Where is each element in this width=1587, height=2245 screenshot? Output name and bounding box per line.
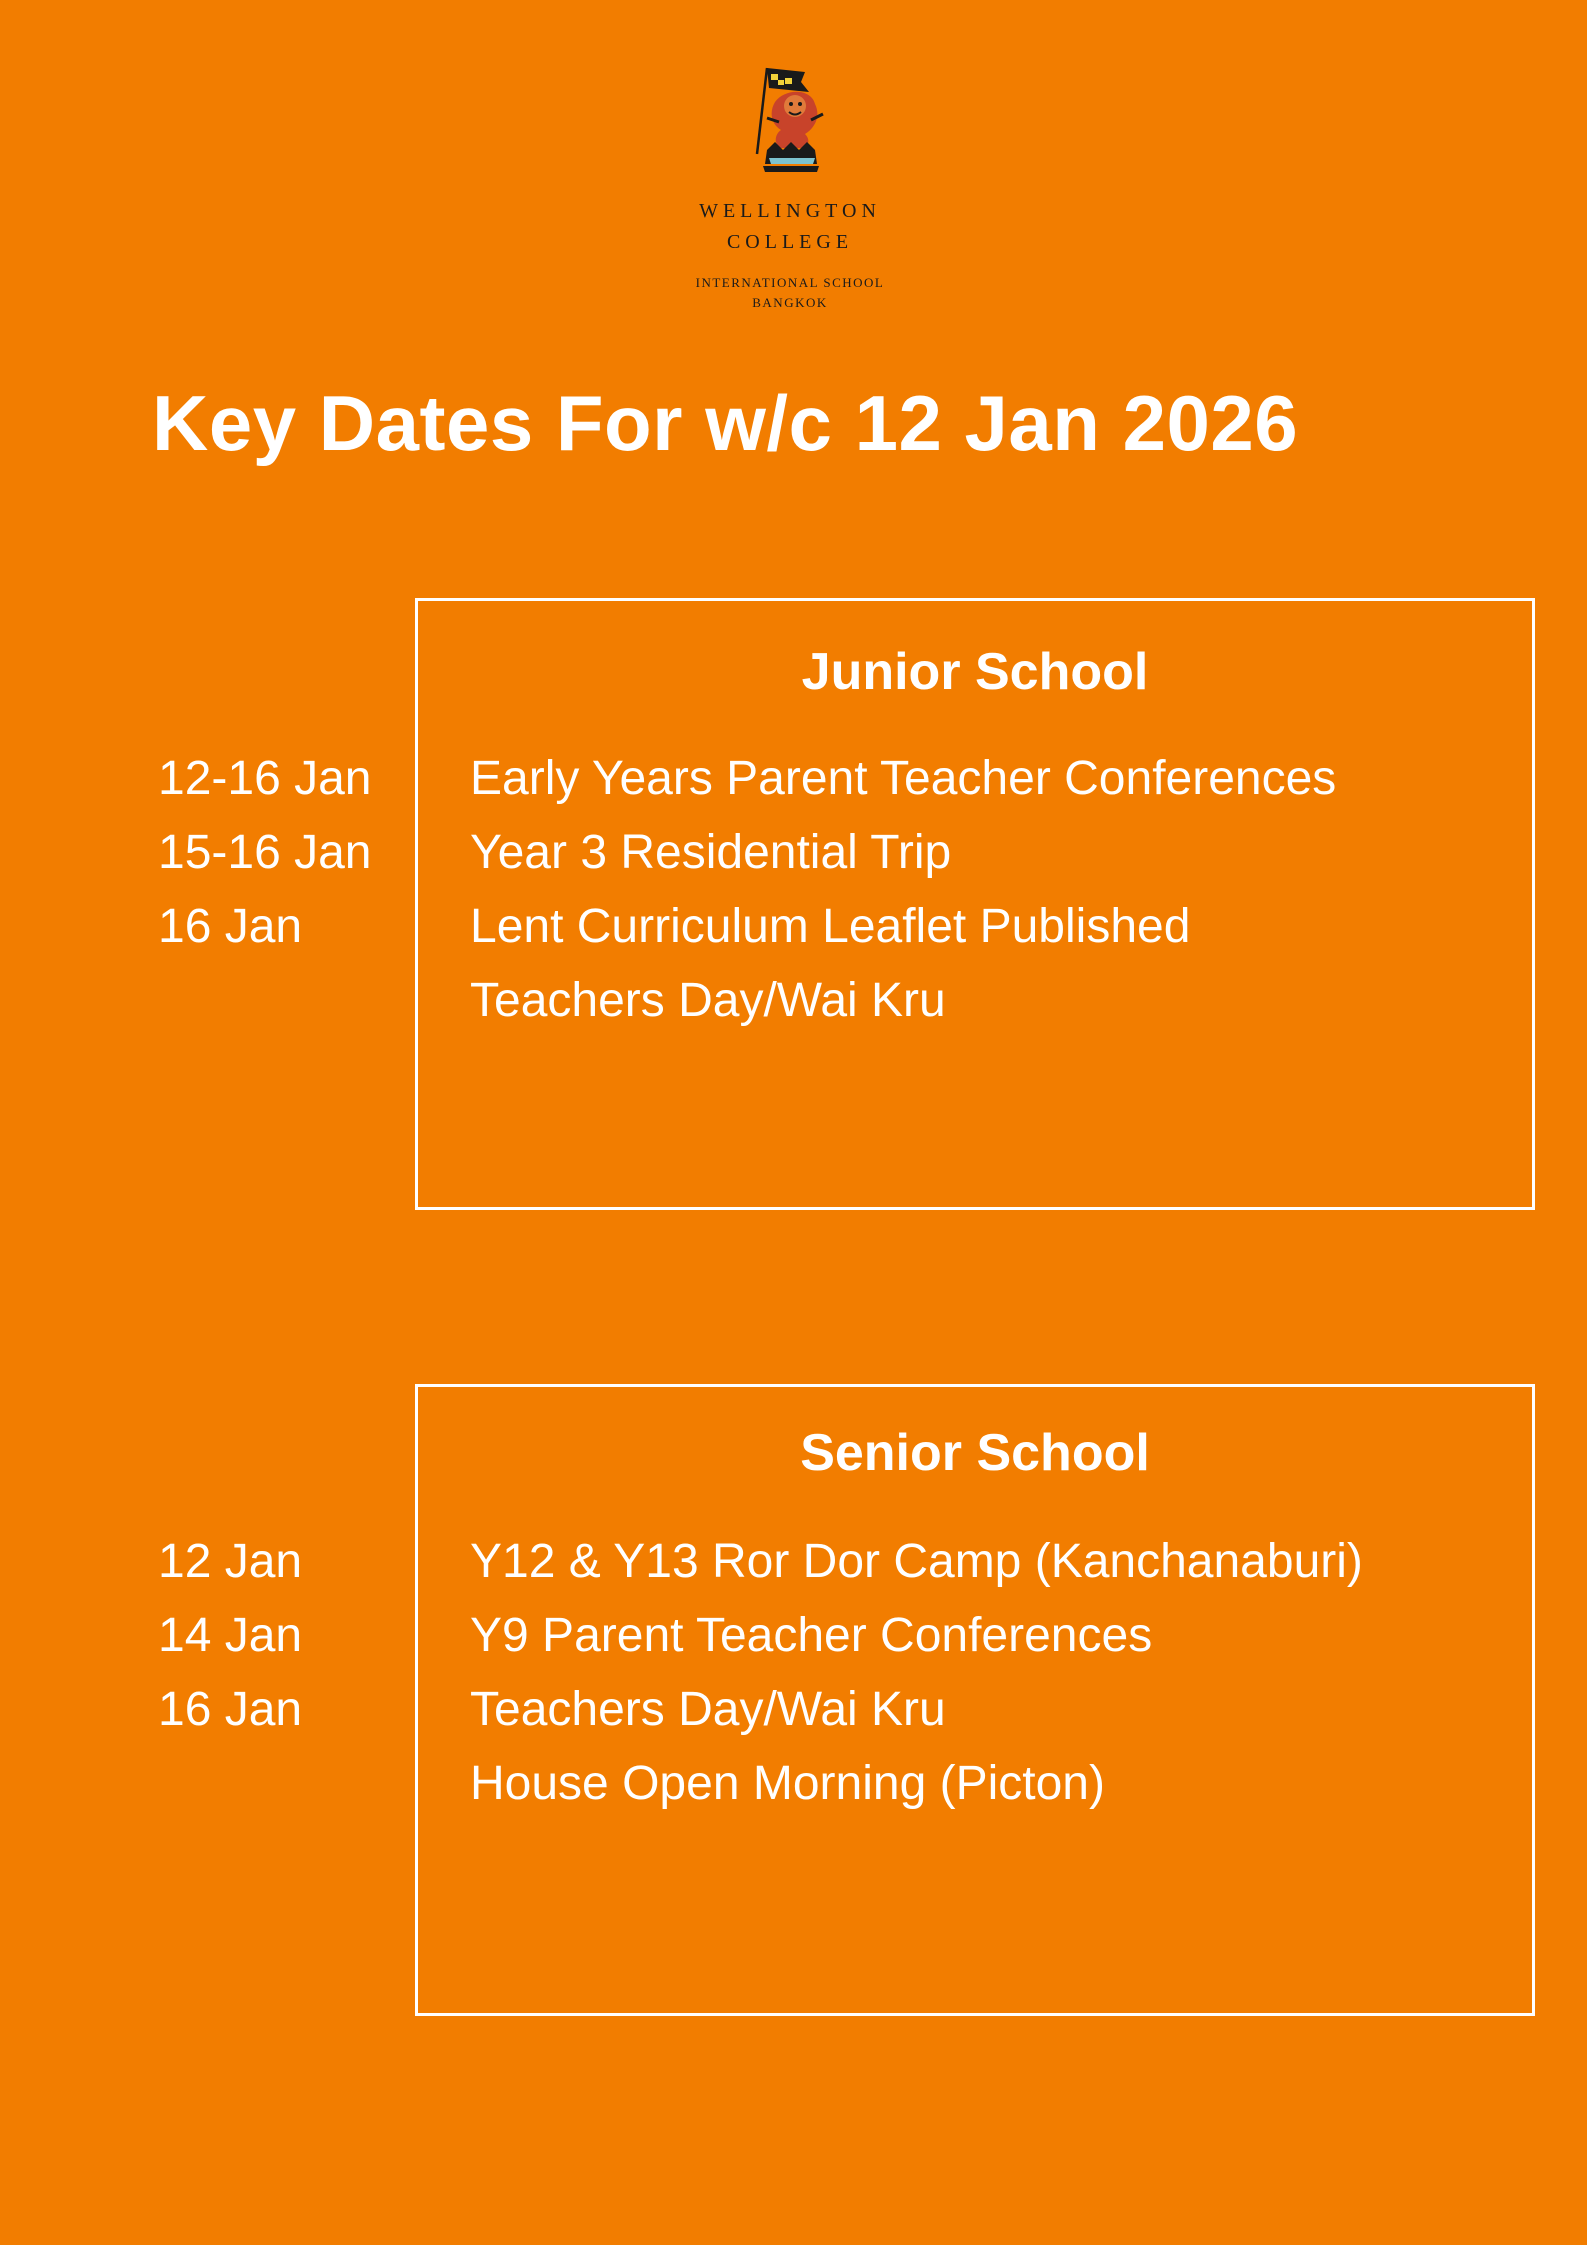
senior-date-3: 16 Jan xyxy=(158,1683,303,1736)
logo-sub-line1: INTERNATIONAL SCHOOL xyxy=(695,275,885,290)
junior-date-3: 16 Jan xyxy=(158,900,303,953)
senior-date-1: 12 Jan xyxy=(158,1535,303,1588)
logo-name-line1: WELLINGTON xyxy=(699,200,881,222)
senior-event-1: Y12 & Y13 Ror Dor Camp (Kanchanaburi) xyxy=(470,1535,1363,1588)
junior-date-2: 15-16 Jan xyxy=(158,826,372,879)
lion-crest-icon xyxy=(745,62,835,180)
junior-event-2: Year 3 Residential Trip xyxy=(470,826,952,879)
junior-school-heading: Junior School xyxy=(801,643,1149,701)
logo-name-line2: COLLEGE xyxy=(726,231,854,253)
junior-date-1: 12-16 Jan xyxy=(158,752,372,805)
junior-event-4: Teachers Day/Wai Kru xyxy=(470,974,946,1027)
junior-event-3: Lent Curriculum Leaflet Published xyxy=(470,900,1191,953)
page-title: Key Dates For w/c 12 Jan 2026 xyxy=(152,379,1299,467)
logo-sub-line2: BANGKOK xyxy=(752,295,828,310)
senior-school-heading: Senior School xyxy=(800,1424,1150,1482)
senior-event-3: Teachers Day/Wai Kru xyxy=(470,1683,946,1736)
senior-date-2: 14 Jan xyxy=(158,1609,303,1662)
senior-event-2: Y9 Parent Teacher Conferences xyxy=(470,1609,1153,1662)
junior-event-1: Early Years Parent Teacher Conferences xyxy=(470,752,1337,805)
senior-event-4: House Open Morning (Picton) xyxy=(470,1757,1105,1810)
